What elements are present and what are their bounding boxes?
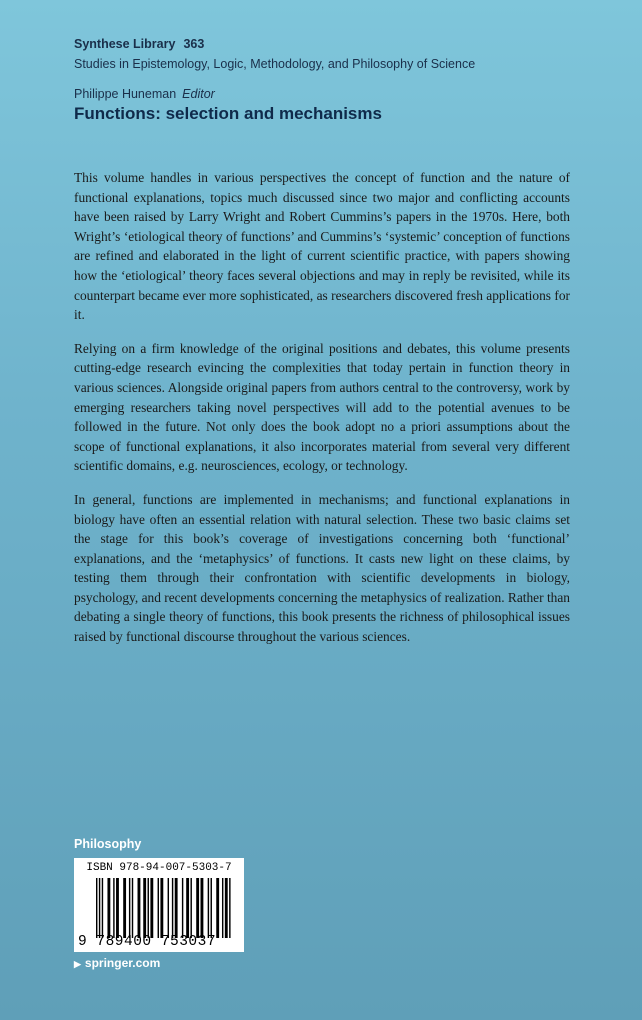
barcode-bar [132, 878, 133, 938]
isbn-barcode [74, 858, 244, 952]
barcode-bar [211, 878, 212, 938]
series-name: Synthese Library [74, 37, 176, 51]
barcode-bar [148, 878, 149, 938]
barcode-bar [160, 878, 163, 938]
barcode-bar [225, 878, 228, 938]
barcode-bar [168, 878, 169, 938]
blurb [74, 168, 570, 661]
barcode-digits: 9 789400 753037 [78, 934, 217, 950]
barcode-bar [158, 878, 159, 938]
website-url: springer.com [84, 956, 161, 970]
blurb-paragraph-3: In general, functions are implemented in mechanisms; and functional explanations in biology have often an essential relation with natural selection. These two basic claims set the stage for this book’s coverage of investigations concerning both ‘functional’ explanations, and the ‘metaphysics’ of functions. It casts new light on these claims, by testing them through their confrontation with scientific developments in biology, psychology, and recent developments concerning the metaphysics of realization. Rather than debating a single theory of functions, this book presents the richness of philosophical issues raised by functional discourse throughout the various sciences. [74, 491, 570, 645]
barcode-bar [201, 878, 204, 938]
book-title: Functions: selection and mechanisms [74, 104, 382, 123]
barcode-bar [107, 878, 110, 938]
subseries-title: Studies in Epistemology, Logic, Methodology, and Philosophy of Science [74, 57, 476, 71]
barcode-bar [208, 878, 209, 938]
barcode-bar [129, 878, 130, 938]
barcode-bar [138, 878, 141, 938]
barcode-bar [96, 878, 97, 938]
barcode-bar [172, 878, 173, 938]
barcode-bar [143, 878, 146, 938]
barcode-bar [216, 878, 219, 938]
publisher-website[interactable] [74, 956, 160, 970]
barcode-bar [190, 878, 191, 938]
barcode-bar [99, 878, 100, 938]
barcode-bar [102, 878, 103, 938]
editor-role: Editor [182, 87, 215, 101]
barcode-bar [113, 878, 114, 938]
barcode-bar [186, 878, 189, 938]
barcode-bars [96, 878, 232, 938]
isbn-label: ISBN 978-94-007-5303-7 [86, 862, 232, 874]
barcode-bar [150, 878, 153, 938]
series-header [74, 36, 594, 124]
barcode-bar [222, 878, 223, 938]
blurb-paragraph-1: This volume handles in various perspectives the concept of function and the nature of functional explanations, topics much discussed since two major and conflicting accounts have been raised by Larry Wright and Robert Cummins’s papers in the 1970s. Here, both Wright’s ‘etiological theory of functions’ and Cummins’s ‘systemic’ conception of functions are refined and elaborated in the light of current scientific practice, with papers showing how the ‘etiological’ theory faces several objections and may in reply be revisited, while its counterpart became ever more sophisticated, as researchers discovered fresh applications for it. [74, 170, 570, 323]
blurb-paragraph-2: Relying on a firm knowledge of the original positions and debates, this volume presents cutting-edge research evincing the complexities that today pertain in function theory in various sciences. Alongside original papers from authors central to the controversy, work by emerging researchers taking novel perspectives will add to the potential avenues to be followed in the future. Not only does the book adopt no a priori assumptions about the scope of functional explanations, it also incorporates material from several very different scientific domains, e.g. neurosciences, ecology, or technology. [74, 340, 570, 474]
barcode-bar [182, 878, 183, 938]
barcode-bar [229, 878, 230, 938]
barcode-bar [196, 878, 199, 938]
subject-category: Philosophy [74, 837, 142, 851]
barcode-bar [116, 878, 119, 938]
editor-name: Philippe Huneman [74, 87, 177, 101]
barcode-bar [123, 878, 126, 938]
series-line [74, 36, 594, 53]
series-number: 363 [183, 37, 205, 51]
barcode-bar [175, 878, 178, 938]
right-triangle-icon: ▶ [74, 959, 81, 969]
editor-line [74, 86, 594, 102]
